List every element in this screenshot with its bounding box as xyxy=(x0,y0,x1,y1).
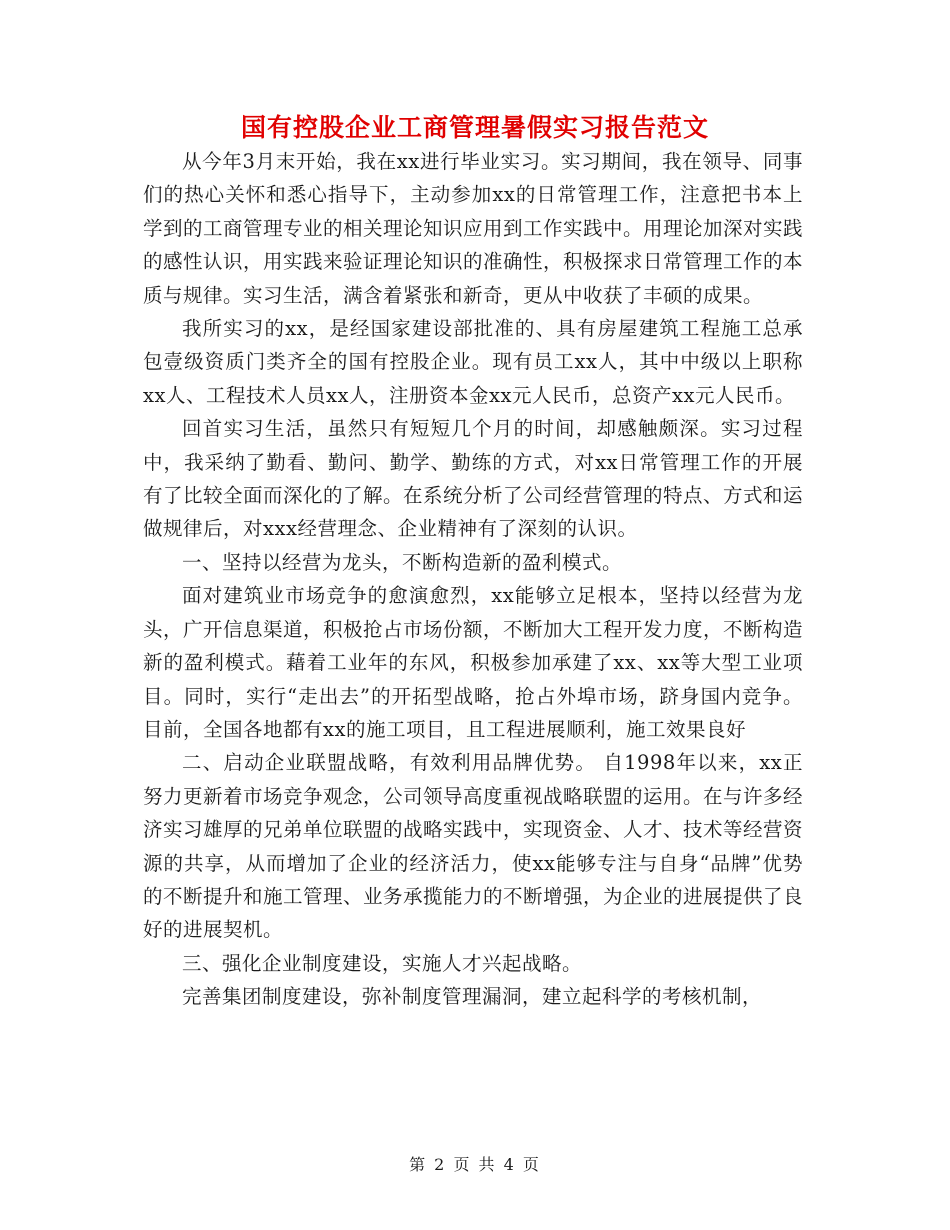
paragraph: 从今年3月末开始，我在xx进行毕业实习。实习期间，我在领导、同事们的热心关怀和悉心指导下，主动参加xx的日常管理工作，注意把书本上学到的工商管理专业的相关理论知识应用到工作实践中。用理论加深对实践的感性认识，用实践来验证理论知识的准确性，积极探求日常管理工作的本质与规律。实习生活，满含着紧张和新奇，更从中收获了丰硕的成果。 xyxy=(143,150,804,307)
document-title: 国有控股企业工商管理暑假实习报告范文 xyxy=(240,113,709,142)
document-body xyxy=(143,145,803,1014)
section-heading: 三、强化企业制度建设，实施人才兴起战略。 xyxy=(182,951,583,975)
paragraph: 面对建筑业市场竞争的愈演愈烈，xx能够立足根本，坚持以经营为龙头，广开信息渠道，积极抢占市场份额，不断加大工程开发力度，不断构造新的盈利模式。藉着工业年的东风，积极参加承建了xx、xx等大型工业项目。同时，实行“走出去”的开拓型战略，抢占外埠市场，跻身国内竞争。目前，全国各地都有xx的施工项目，且工程进展顺利，施工效果良好 xyxy=(143,584,804,741)
paragraph: 二、启动企业联盟战略，有效利用品牌优势。 自1998年以来，xx正努力更新着市场竞争观念，公司领导高度重视战略联盟的运用。在与许多经济实习雄厚的兄弟单位联盟的战略实践中，实现资金、人才、技术等经营资源的共享，从而增加了企业的经济活力，使xx能够专注与自身“品牌”优势的不断提升和施工管理、业务承揽能力的不断增强，为企业的进展提供了良好的进展契机。 xyxy=(143,751,804,942)
page-footer: 第 2 页 共 4 页 xyxy=(409,1155,541,1174)
paragraph: 我所实习的xx，是经国家建设部批准的、具有房屋建筑工程施工总承包壹级资质门类齐全的国有控股企业。现有员工xx人，其中中级以上职称xx人、工程技术人员xx人，注册资本金xx元人民币，总资产xx元人民币。 xyxy=(143,317,803,407)
paragraph: 完善集团制度建设，弥补制度管理漏洞，建立起科学的考核机制， xyxy=(182,985,763,1009)
section-heading: 一、坚持以经营为龙头，不断构造新的盈利模式。 xyxy=(182,550,623,574)
paragraph: 回首实习生活，虽然只有短短几个月的时间，却感触颇深。实习过程中，我采纳了勤看、勤问、勤学、勤练的方式，对xx日常管理工作的开展有了比较全面而深化的了解。在系统分析了公司经营管理的特点、方式和运做规律后，对xxx经营理念、企业精神有了深刻的认识。 xyxy=(143,417,804,541)
